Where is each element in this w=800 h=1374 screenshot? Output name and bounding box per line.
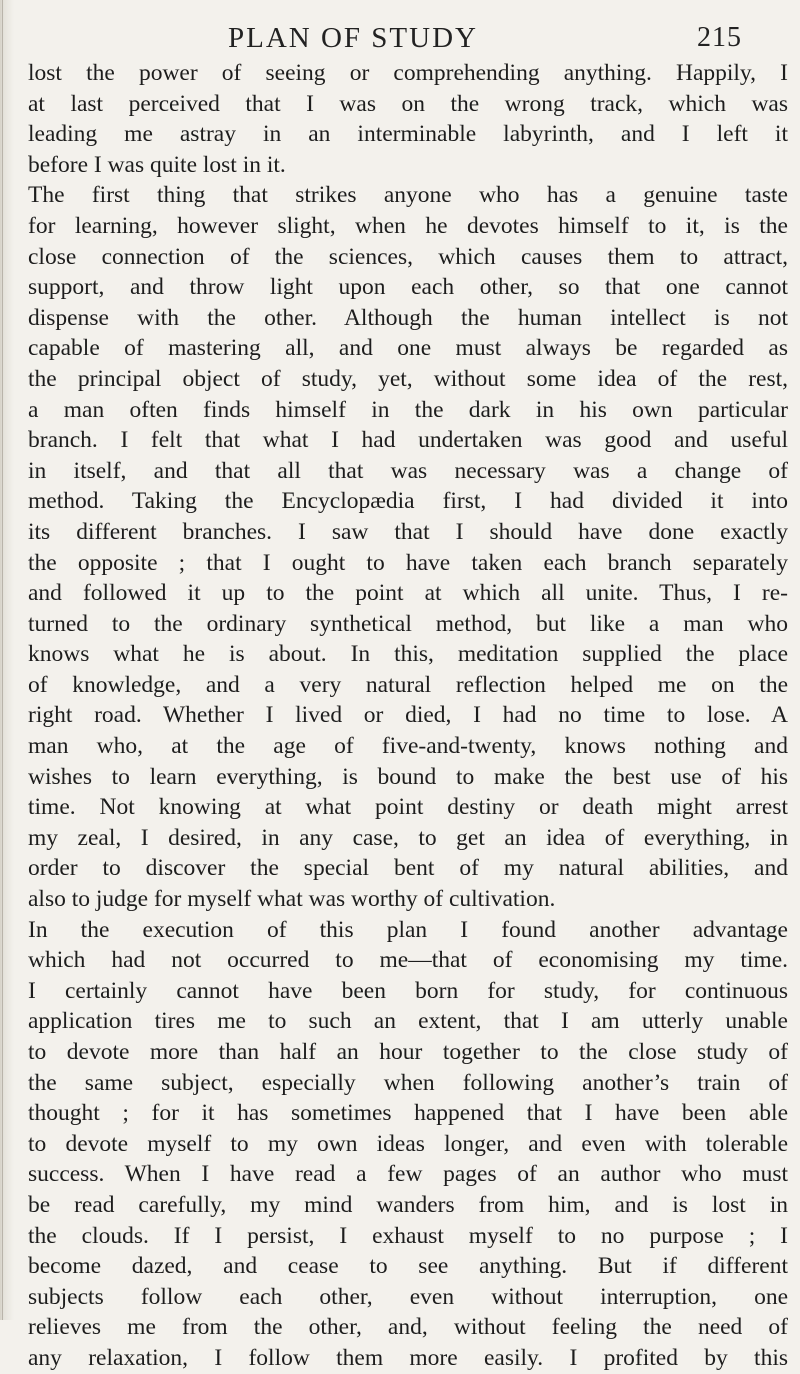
- text-line: knows what he is about. In this, meditation supplied the place: [28, 641, 788, 668]
- text-line: capable of mastering all, and one must always be regarded as: [28, 335, 788, 362]
- text-line: any relaxation, I follow them more easily. I profited by this: [28, 1344, 788, 1371]
- text-line: right road. Whether I lived or died, I had no time to lose. A: [28, 702, 788, 729]
- text-line: In the execution of this plan I found another advantage: [28, 916, 788, 943]
- text-line: relieves me from the other, and, without feeling the need of: [28, 1314, 788, 1341]
- text-line: success. When I have read a few pages of an author who must: [28, 1161, 788, 1188]
- running-head: [0, 18, 800, 58]
- running-title: PLAN OF STUDY: [228, 22, 478, 54]
- text-line: of knowledge, and a very natural reflection helped me on the: [28, 671, 788, 698]
- text-line: method. Taking the Encyclopædia first, I had divided it into: [28, 488, 788, 515]
- text-line: its different branches. I saw that I should have done exactly: [28, 518, 788, 545]
- text-line: to devote myself to my own ideas longer, and even with tolerable: [28, 1130, 788, 1157]
- text-line: be read carefully, my mind wanders from him, and is lost in: [28, 1191, 788, 1218]
- text-line: The first thing that strikes anyone who has a genuine taste: [28, 182, 788, 209]
- page-number: 215: [697, 22, 742, 53]
- text-line: become dazed, and cease to see anything. But if different: [28, 1253, 788, 1280]
- text-line: the clouds. If I persist, I exhaust myself to no purpose ; I: [28, 1222, 788, 1249]
- text-line: the principal object of study, yet, without some idea of the rest,: [28, 365, 788, 392]
- text-line: before I was quite lost in it.: [28, 151, 286, 178]
- text-line: for learning, however slight, when he devotes himself to it, is the: [28, 212, 788, 239]
- text-line: the same subject, especially when following another’s train of: [28, 1069, 788, 1096]
- body-text: [28, 58, 788, 1374]
- text-line: wishes to learn everything, is bound to make the best use of his: [28, 763, 788, 790]
- page-gutter-line: [2, 0, 3, 1320]
- text-line: also to judge for myself what was worthy of cultivation.: [28, 886, 556, 913]
- text-line: dispense with the other. Although the human intellect is not: [28, 304, 788, 331]
- text-line: man who, at the age of five-and-twenty, knows nothing and: [28, 733, 788, 760]
- text-line: in itself, and that all that was necessary was a change of: [28, 457, 788, 484]
- text-line: branch. I felt that what I had undertaken was good and useful: [28, 427, 788, 454]
- text-line: at last perceived that I was on the wrong track, which was: [28, 90, 788, 117]
- text-line: turned to the ordinary synthetical method, but like a man who: [28, 610, 788, 637]
- text-line: lost the power of seeing or comprehending anything. Happily, I: [28, 60, 788, 86]
- text-line: time. Not knowing at what point destiny or death might arrest: [28, 794, 788, 821]
- text-line: support, and throw light upon each other, so that one cannot: [28, 274, 788, 301]
- text-line: to devote more than half an hour together to the close study of: [28, 1039, 788, 1065]
- text-line: I certainly cannot have been born for study, for continuous: [28, 977, 788, 1004]
- text-line: subjects follow each other, even without interruption, one: [28, 1283, 788, 1310]
- text-line: order to discover the special bent of my natural abilities, and: [28, 855, 788, 882]
- text-line: the opposite ; that I ought to have taken each branch separately: [28, 549, 788, 576]
- text-line: and followed it up to the point at which all unite. Thus, I re-: [28, 580, 788, 607]
- text-line: which had not occurred to me—that of economising my time.: [28, 947, 788, 974]
- text-line: close connection of the sciences, which causes them to attract,: [28, 243, 788, 270]
- text-line: thought ; for it has sometimes happened that I have been able: [28, 1100, 788, 1127]
- text-line: a man often finds himself in the dark in his own particular: [28, 396, 788, 423]
- text-line: my zeal, I desired, in any case, to get an idea of everything, in: [28, 824, 788, 851]
- text-line: leading me astray in an interminable labyrinth, and I left it: [28, 121, 788, 148]
- text-line: application tires me to such an extent, that I am utterly unable: [28, 1008, 788, 1035]
